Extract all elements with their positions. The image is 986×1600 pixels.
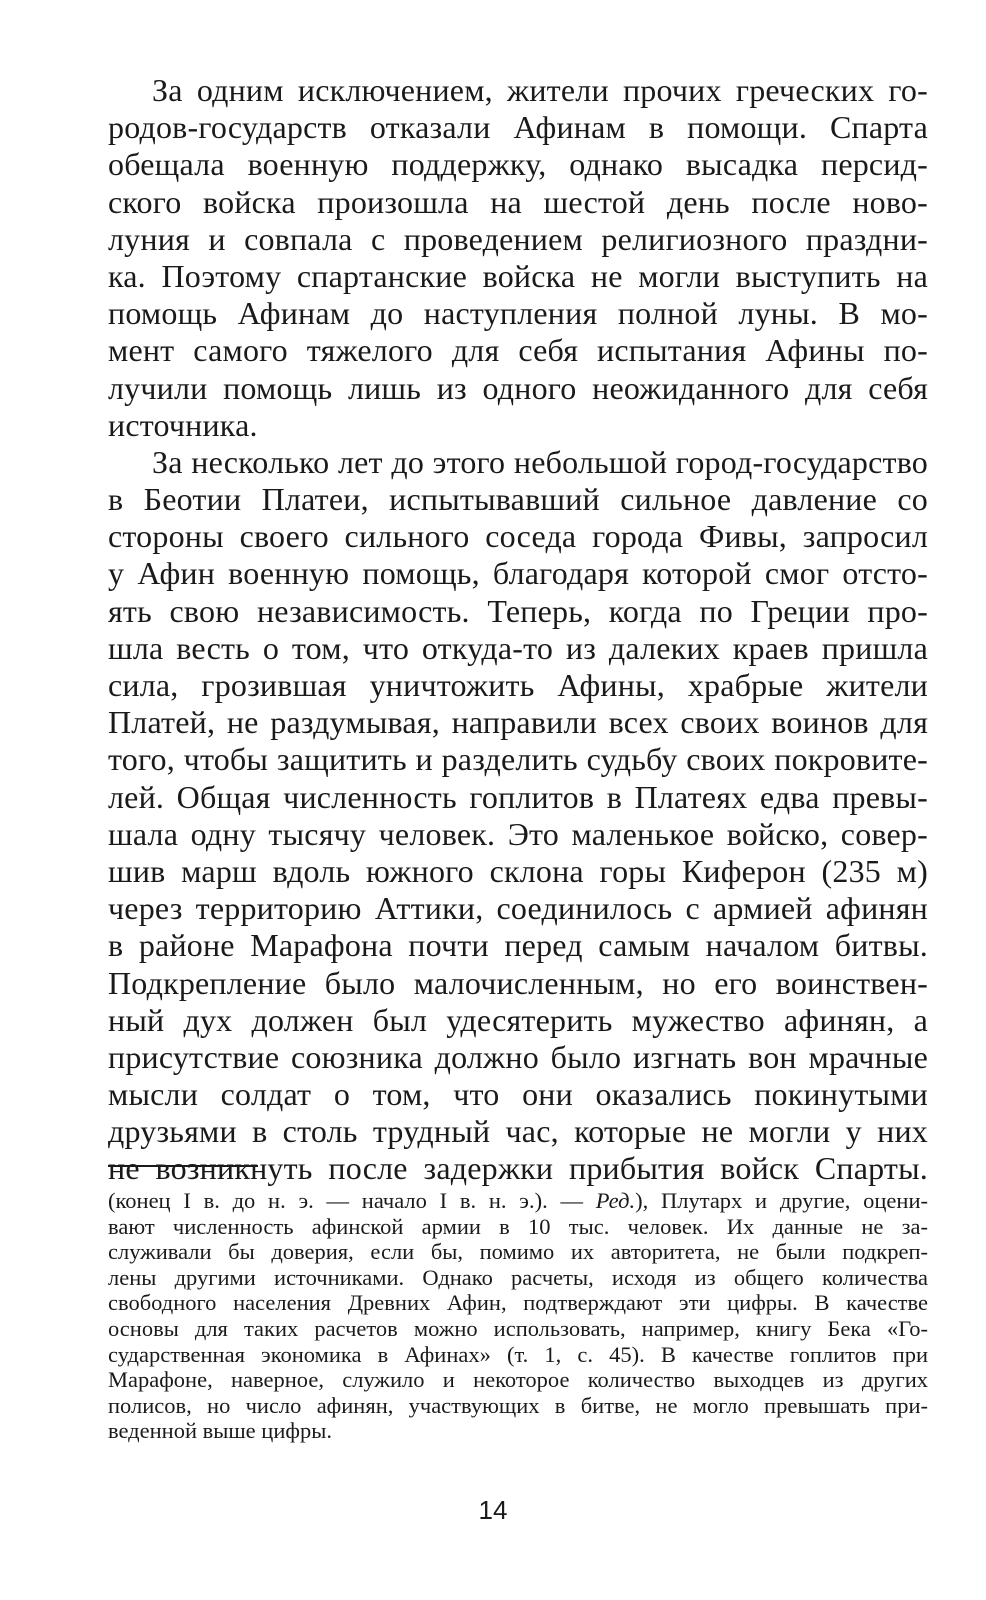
text-line: шив марш вдоль южного склона горы Киферон (235 м) (108, 852, 928, 889)
footnote-line: служивали бы доверия, если бы, помимо их авторитета, не были подкреп- (108, 1239, 928, 1265)
text-line: помощь Афинам до наступления полной луны. В мо- (108, 295, 928, 332)
footnote-line: свободного населения Древних Афин, подтверждают эти цифры. В качестве (108, 1290, 928, 1316)
text-line: За одним исключением, жители прочих греческих го- (152, 72, 928, 108)
text-line: в Беотии Платеи, испытывавший сильное давление со (108, 481, 928, 518)
text-line: друзьями в столь трудный час, которые не могли у них (108, 1113, 928, 1150)
text-line: Платей, не раздумывая, направили всех своих воинов для (108, 704, 928, 741)
footnote-editor-mark: Ред. (595, 1188, 636, 1213)
text-line: у Афин военную помощь, благодаря которой смог отсто- (108, 555, 928, 592)
text-line: шала одну тысячу человек. Это маленькое войско, совер- (108, 815, 928, 852)
text-line: через территорию Аттики, соединилось с армией афинян (108, 890, 928, 927)
paragraph-1 (108, 72, 928, 444)
text-line: мент самого тяжелого для себя испытания Афины по- (108, 332, 928, 369)
page-number: 14 (478, 1495, 508, 1525)
text-line: шла весть о том, что откуда-то из далеких краев пришла (108, 629, 928, 666)
footnote-divider (108, 1165, 258, 1167)
text-line: За несколько лет до этого небольшой город-государство (152, 443, 928, 480)
text-line: родов-государств отказали Афинам в помощи. Спарта (108, 109, 928, 146)
text-line: присутствие союзника должно было изгнать вон мрачные (108, 1038, 928, 1075)
footnote-line: вают численность афинской армии в 10 тыс. человек. Их данные не за- (108, 1213, 928, 1239)
text-line: источника. (108, 406, 258, 443)
paragraph-2 (108, 444, 928, 1188)
footnote-line: лены другими источниками. Однако расчеты, исходя из общего количества (108, 1264, 928, 1290)
text-line: не возникнуть после задержки прибытия войск Спарты. (108, 1150, 928, 1187)
footnote-line: полисов, но число афинян, участвующих в битве, не могло превышать при- (108, 1392, 928, 1418)
text-line: в районе Марафона почти перед самым началом битвы. (108, 927, 928, 964)
footnote-line: Марафоне, наверное, служило и некоторое количество выходцев из других (108, 1367, 928, 1393)
text-line: ка. Поэтому спартанские войска не могли выступить на (108, 257, 928, 294)
text-line: сила, грозившая уничтожить Афины, храбрые жители (108, 667, 928, 703)
text-line: стороны своего сильного соседа города Фивы, запросил (108, 518, 928, 555)
footnote-line (108, 1188, 928, 1214)
text-line: ского войска произошла на шестой день после ново- (108, 183, 928, 220)
text-line: лучили помощь лишь из одного неожиданного для себя (108, 369, 928, 406)
text-line: Подкрепление было малочисленным, но его воинствен- (108, 964, 928, 1001)
page-body (108, 72, 928, 1188)
text-line: обещала военную поддержку, однако высадка персид- (108, 146, 928, 183)
footnote-text: (конец I в. до н. э. — начало I в. н. э.). — (108, 1188, 596, 1213)
footnote (108, 1188, 928, 1444)
footnote-line: веденной выше цифры. (108, 1418, 332, 1444)
text-line: мысли солдат о том, что они оказались покинутыми (108, 1076, 928, 1113)
text-line: лей. Общая численность гоплитов в Платеях едва превы- (108, 778, 928, 815)
text-line: того, чтобы защитить и разделить судьбу своих покровите- (108, 741, 928, 778)
footnote-line: сударственная экономика в Афинах» (т. 1, с. 45). В качестве гоплитов при (108, 1341, 928, 1367)
text-line: луния и совпала с проведением религиозного праздни- (108, 220, 928, 257)
text-line: ять свою независимость. Теперь, когда по Греции про- (108, 592, 928, 629)
footnote-text: ), Плутарх и другие, оцени- (635, 1188, 928, 1213)
footnote-line: основы для таких расчетов можно использовать, например, книгу Бека «Го- (108, 1315, 928, 1341)
main-text (108, 72, 928, 1188)
text-line: ный дух должен был удесятерить мужество афинян, а (108, 1001, 928, 1038)
